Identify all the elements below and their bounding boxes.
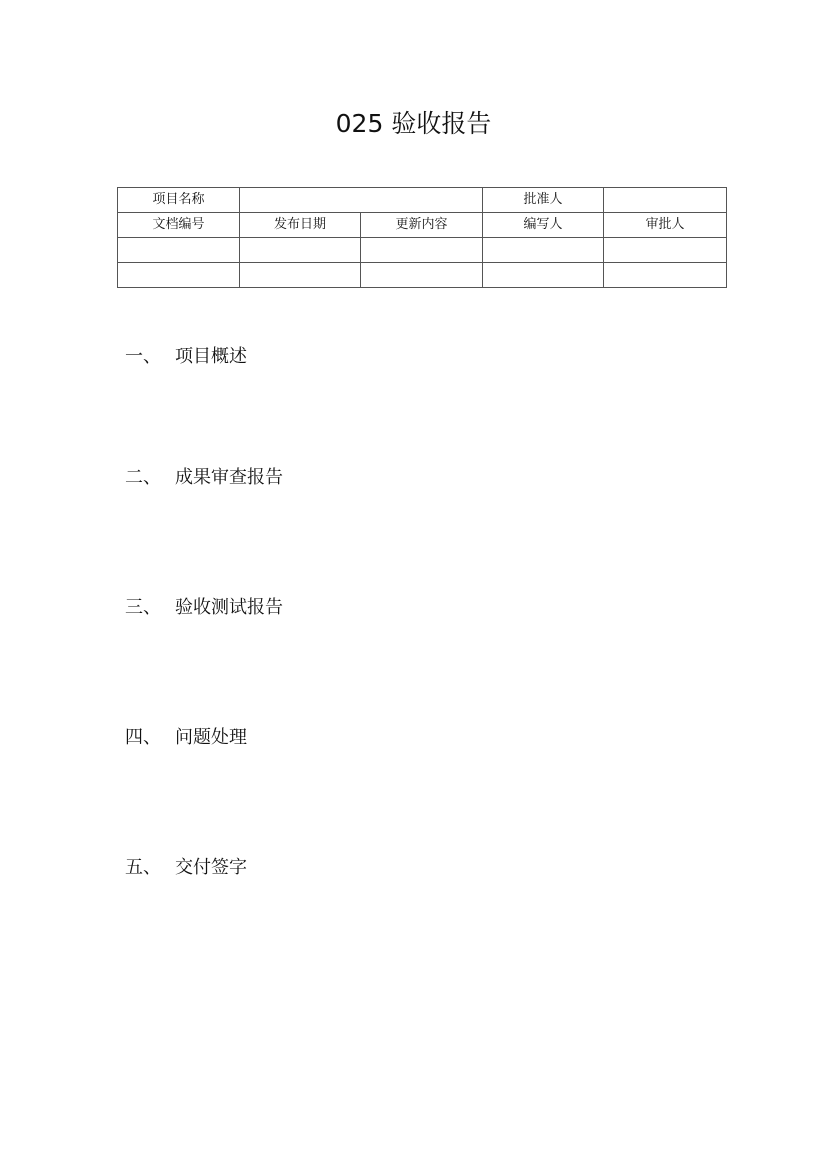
section-title: 问题处理 (175, 727, 247, 748)
header-reviewer: 审批人 (604, 213, 727, 238)
table-row (118, 263, 727, 288)
header-doc-no: 文档编号 (118, 213, 240, 238)
section-title: 交付签字 (175, 857, 247, 878)
approver-label: 批准人 (483, 188, 604, 213)
project-name-value[interactable] (240, 188, 483, 213)
section-heading-signoff (125, 855, 247, 881)
header-writer: 编写人 (483, 213, 604, 238)
section-number: 二、 (125, 467, 161, 488)
cell-doc-no[interactable] (118, 238, 240, 263)
section-heading-review (125, 465, 283, 491)
cell-release-date[interactable] (240, 238, 361, 263)
section-heading-issues (125, 725, 247, 751)
section-heading-acceptance-test (125, 595, 283, 621)
section-number: 五、 (125, 857, 161, 878)
header-release-date: 发布日期 (240, 213, 361, 238)
section-heading-overview (125, 344, 247, 370)
approver-value[interactable] (604, 188, 727, 213)
header-update-content: 更新内容 (361, 213, 483, 238)
cell-writer[interactable] (483, 263, 604, 288)
section-title: 验收测试报告 (175, 597, 283, 618)
table-row-project (118, 188, 727, 213)
document-info-table (117, 187, 727, 288)
cell-writer[interactable] (483, 238, 604, 263)
cell-reviewer[interactable] (604, 263, 727, 288)
cell-update-content[interactable] (361, 238, 483, 263)
section-title: 成果审查报告 (175, 467, 283, 488)
table-header-row (118, 213, 727, 238)
section-number: 一、 (125, 346, 161, 367)
section-title: 项目概述 (175, 346, 247, 367)
cell-reviewer[interactable] (604, 238, 727, 263)
section-number: 三、 (125, 597, 161, 618)
document-title: 025 验收报告 (335, 109, 492, 138)
table-row (118, 238, 727, 263)
section-number: 四、 (125, 727, 161, 748)
cell-doc-no[interactable] (118, 263, 240, 288)
cell-update-content[interactable] (361, 263, 483, 288)
cell-release-date[interactable] (240, 263, 361, 288)
project-name-label: 项目名称 (118, 188, 240, 213)
